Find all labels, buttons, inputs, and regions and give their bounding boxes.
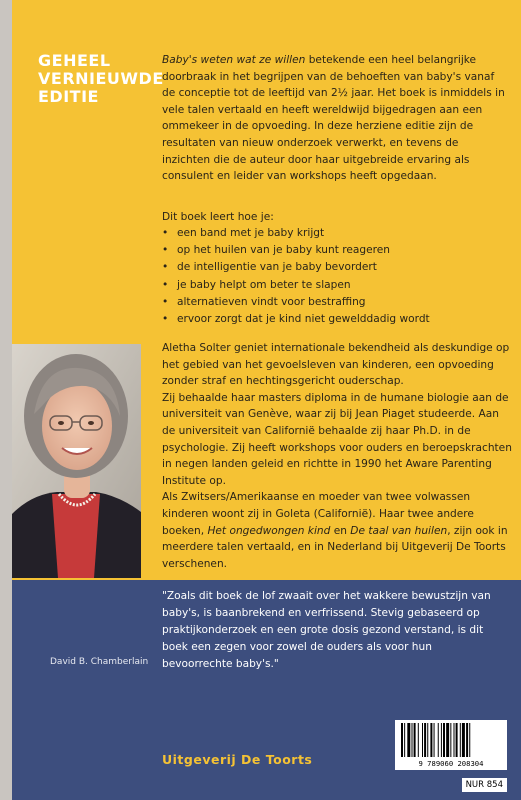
learn-item: • de intelligentie van je baby bevordert xyxy=(162,259,507,276)
learn-item: • een band met je baby krijgt xyxy=(162,225,507,242)
learn-list xyxy=(162,225,507,328)
badge-line-2: VERNIEUWDE xyxy=(38,69,164,88)
bio-p3a: Als Zwitsers/Amerikaanse en moeder van twee volwassen kinderen woont zij in Goleta (Californië). Haar twee andere boeken, xyxy=(162,491,474,537)
barcode-graphic xyxy=(395,720,507,760)
badge-line-1: GEHEEL xyxy=(38,51,111,70)
author-photo xyxy=(12,344,141,578)
learn-item: • je baby helpt om beter te slapen xyxy=(162,277,507,294)
barcode xyxy=(395,720,507,794)
quote-panel xyxy=(12,580,521,800)
learn-item: • alternatieven vindt voor bestraffing xyxy=(162,294,507,311)
author-bio xyxy=(162,340,512,572)
learn-item: • op het huilen van je baby kunt reageren xyxy=(162,242,507,259)
badge-line-3: EDITIE xyxy=(38,87,99,106)
intro-body: betekende een heel belangrijke doorbraak in het begrijpen van de behoeften van baby's vanaf de conceptie tot de leeftijd van 2½ jaar. Het boek is inmiddels in vele talen vertaald en heeft wereldwijd bijgedragen aan een ommekeer in de opvoeding. In deze herziene editie zijn de resultaten van nieuw onderzoek verwerkt, en tevens de inzichten die de auteur door haar uitgebreide ervaring als consulent en leider van workshops heeft opgedaan. xyxy=(162,54,505,183)
intro-paragraph xyxy=(162,52,507,185)
bio-p1: Aletha Solter geniet internationale bekendheid als deskundige op het gebied van het gevoelsleven van kinderen, een opvoeding zonder straf en hechtingsgericht ouderschap. xyxy=(162,342,510,388)
bio-p3c: , zijn ook in meerdere talen vertaald, en in Nederland bij Uitgeverij De Toorts verschenen. xyxy=(162,524,508,570)
endorsement-quote: "Zoals dit boek de lof zwaait over het wakkere bewustzijn van baby's, is baanbrekend en verfrissend. Stevig gebaseerd op praktijkonderzoek en een grote dosis gezond verstand, is dit boek een zegen voor zowel de ouders als voor hun bevoorrechte baby's." xyxy=(162,590,491,670)
publisher-name: Uitgeverij De Toorts xyxy=(162,752,313,767)
learn-heading: Dit boek leert hoe je: xyxy=(162,211,274,223)
bio-p2: Zij behaalde haar masters diploma in de humane biologie aan de universiteit van Genève, waar zij bij Jean Piaget studeerde. Aan de universiteit van Californië behaalde zij haar Ph.D. in de psychologie. Zij heeft workshops voor ouders en beroepskrachten in negen landen geleid en richtte in 1990 het Aware Parenting Institute op. xyxy=(162,391,512,487)
bio-book-1: Het ongedwongen kind xyxy=(207,524,331,537)
intro-book-title: Baby's weten wat ze willen xyxy=(162,54,306,66)
edition-badge xyxy=(38,52,164,106)
bio-book-2: De taal van huilen xyxy=(350,524,448,537)
barcode-digits: 9 789060 208304 xyxy=(395,758,507,770)
quote-author: David B. Chamberlain xyxy=(50,657,149,667)
book-back-cover xyxy=(12,0,521,800)
learn-item: • ervoor zorgt dat je kind niet gewelddadig wordt xyxy=(162,311,507,328)
bio-p3b: en xyxy=(330,524,351,537)
nur-code: NUR 854 xyxy=(462,778,507,792)
